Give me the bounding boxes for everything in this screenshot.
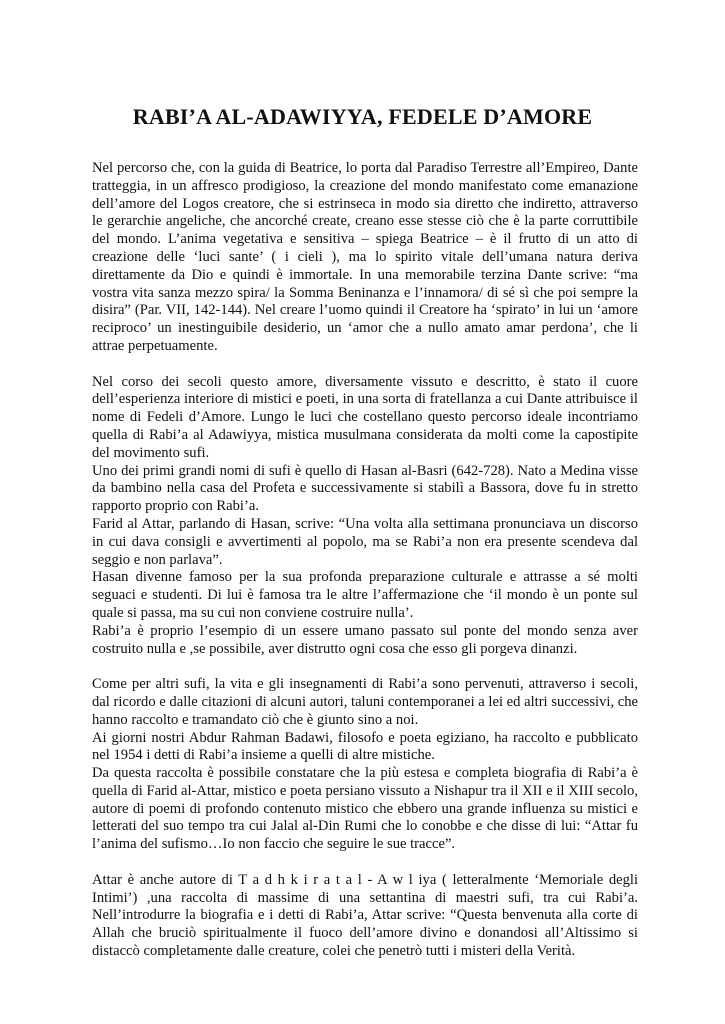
document-body bbox=[92, 160, 638, 961]
paragraph: Attar è anche autore di T a d h k i r a t a l - A w l iya ( letteralmente ‘Memoriale degli Intimi’) ,una raccolta di massime di una settantina di maestri sufi, tra cui Rabi’a. Nell’introdurre la biografia e i detti di Rabi’a, Attar scrive: “Questa benvenuta alla corte di Allah che bruciò spiritualmente il fuoco dell’amore divino e donandosi all’Altissimo si distaccò completamente dalle creature, colei che penetrò tutti i misteri della Verità. bbox=[92, 871, 638, 960]
paragraph: Rabi’a è proprio l’esempio di un essere umano passato sul ponte del mondo senza aver costruito nulla e ,se possibile, aver distrutto ogni cosa che esso gli porgeva dinanzi. bbox=[92, 622, 638, 657]
paragraph: Da questa raccolta è possibile constatare che la più estesa e completa biografia di Rabi’a è quella di Farid al-Attar, mistico e poeta persiano vissuto a Nishapur tra il XII e il XIII secolo, autore di poemi di profondo contenuto mistico che ebbero una grande influenza su mistici e letterati del suo tempo tra cui Jalal al-Din Rumi che lo conobbe e che disse di lui: “Attar fu l’anima del sufismo…Io non faccio che seguire le sue tracce”. bbox=[92, 765, 638, 853]
paragraph: Nel percorso che, con la guida di Beatrice, lo porta dal Paradiso Terrestre all’Empireo, Dante tratteggia, in un affresco prodigioso, la creazione del mondo manifestato come emanazione dell’amore del Logos creatore, che si estrinseca in modo sia diretto che indiretto, attraverso le gerarchie angeliche, che ancorché create, creano esse stesse ciò che è la parte corruttibile del mondo. L’anima vegetativa e sensitiva – spiega Beatrice – è il frutto di un atto di creazione delle ‘luci sante’ ( i cieli ), ma lo spirito vitale dell’umana natura deriva direttamente da Dio e quindi è immortale. In una memorabile terzina Dante scrive: “ma vostra vita sanza mezzo spira/ la Somma Beninanza e l’innamora/ di sé sì che poi sempre la disira” (Par. VII, 142-144). Nel creare l’uomo quindi il Creatore ha ‘spirato’ in lui un ‘amore reciproco’ un inestinguibile desiderio, un ‘amor che a nullo amato amar perdona’, che li attrae perpetuamente. bbox=[92, 160, 638, 354]
paragraph: Farid al Attar, parlando di Hasan, scrive: “Una volta alla settimana pronunciava un discorso in cui dava consigli e avvertimenti al popolo, ma se Rabi’a non era presente scendeva dal seggio e non parlava”. bbox=[92, 515, 638, 568]
paragraph: Come per altri sufi, la vita e gli insegnamenti di Rabi’a sono pervenuti, attraverso i secoli, dal ricordo e dalle citazioni di alcuni autori, taluni contemporanei a lei ed altri successivi, che hanno raccolto e tramandato ciò che è giunto sino a noi. bbox=[92, 676, 638, 728]
paragraph: Ai giorni nostri Abdur Rahman Badawi, filosofo e poeta egiziano, ha raccolto e pubblicato nel 1954 i detti di Rabi’a insieme a quelli di altre mistiche. bbox=[92, 729, 638, 764]
paragraph: Hasan divenne famoso per la sua profonda preparazione culturale e attrasse a sé molti seguaci e studenti. Di lui è famosa tra le altre l’affermazione che ‘il mondo è un ponte sul quale si passa, ma su cui non conviene costruire nulla’. bbox=[92, 569, 638, 621]
page-title: RABI’A AL-ADAWIYYA, FEDELE D’AMORE bbox=[132, 104, 593, 129]
paragraph: Uno dei primi grandi nomi di sufi è quello di Hasan al-Basri (642-728). Nato a Medina visse da bambino nella casa del Profeta e successivamente si stabilì a Bassora, dove fu in stretto rapporto proprio con Rabi’a. bbox=[92, 462, 638, 515]
paragraph: Nel corso dei secoli questo amore, diversamente vissuto e descritto, è stato il cuore dell’esperienza interiore di mistici e poeti, in una sorta di fratellanza a cui Dante attribuisce il nome di Fedeli d’Amore. Lungo le luci che costellano questo percorso ideale incontriamo quella di Rabi’a al Adawiyya, mistica musulmana considerata da molti come la capostipite del movimento sufi. bbox=[92, 373, 638, 461]
